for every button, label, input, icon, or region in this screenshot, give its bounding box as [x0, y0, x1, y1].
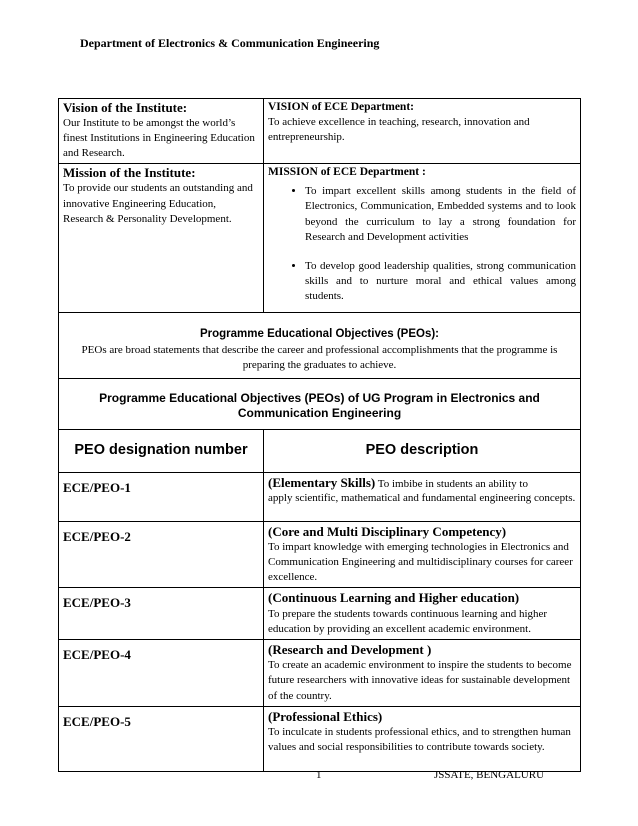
mission-ece-list [268, 184, 576, 304]
peo-row [59, 706, 581, 771]
peo-title: (Professional Ethics) [268, 708, 383, 724]
peo-title: (Continuous Learning and Higher education) [268, 590, 520, 606]
peo-text: To inculcate in students professional ethics, and to strengthen human values and social responsibilities to contribute towards society. [268, 726, 571, 754]
mission-ece-title: MISSION of ECE Department : [268, 166, 426, 179]
column-header-row [59, 429, 581, 472]
peo-row [59, 640, 581, 707]
peo-text: To impart knowledge with emerging technologies in Electronics and Communication Engineering and multidisciplinary courses for career excellence. [268, 540, 573, 584]
peo-designation-header: PEO designation number [59, 429, 264, 472]
peo-title: (Elementary Skills) [268, 474, 376, 490]
vision-ece-title: VISION of ECE Department: [268, 101, 414, 113]
page-number: 1 [316, 769, 322, 781]
mission-ece-item: • To develop good leadership qualities, strong communication skills and to nurture moral and ethical values among students. [305, 259, 576, 305]
peo-title-continuation: To imbibe in students an ability to [375, 477, 528, 490]
peo-description-cell [264, 588, 581, 640]
peo-title: (Core and Multi Disciplinary Competency) [268, 523, 507, 539]
peo-description-header: PEO description [264, 429, 581, 472]
peo-code: ECE/PEO-2 [59, 521, 264, 588]
mission-institute-title: Mission of the Institute: [63, 165, 196, 181]
peos-section-description: PEOs are broad statements that describe the career and professional accomplishments that the programme is preparing the graduates to achieve. [81, 344, 558, 372]
peos-section-title: Programme Educational Objectives (PEOs): [199, 328, 439, 341]
peo-row [59, 472, 581, 521]
vision-ece-cell [264, 99, 581, 164]
footer-institute: JSSATE, BENGALURU [434, 769, 545, 781]
peo-text: apply scientific, mathematical and fundamental engineering concepts. [268, 492, 576, 505]
vision-ece-text: To achieve excellence in teaching, research, innovation and entrepreneurship. [268, 115, 530, 143]
peo-code: ECE/PEO-4 [59, 640, 264, 707]
mission-institute-text: To provide our students an outstanding and innovative Engineering Education, Research & Personality Development. [63, 182, 253, 225]
vision-mission-peo-table [58, 98, 581, 772]
peo-description-cell [264, 640, 581, 707]
peo-description-cell [264, 521, 581, 588]
mission-ece-item: • To impart excellent skills among students in the field of Electronics, Communication, Embedded systems and to look beyond the curriculum to lay a strong foundation for Research and Development activities [305, 184, 576, 245]
vision-row [59, 99, 581, 164]
ug-peos-title: Programme Educational Objectives (PEOs) of UG Program in Electronics and Communication Engineering [59, 378, 581, 429]
peos-intro-cell [59, 313, 581, 378]
peo-description-cell [264, 706, 581, 771]
mission-row [59, 164, 581, 313]
peo-description-cell [264, 472, 581, 521]
mission-ece-cell [264, 164, 581, 313]
vision-institute-cell [59, 99, 264, 164]
ug-peos-title-row [59, 378, 581, 429]
vision-institute-title: Vision of the Institute: [63, 100, 188, 115]
mission-institute-cell [59, 164, 264, 313]
peo-code: ECE/PEO-3 [59, 588, 264, 640]
peo-text: To create an academic environment to inspire the students to become future researchers with innovative ideas for sustainable development of the country. [268, 659, 572, 702]
peo-code: ECE/PEO-5 [59, 706, 264, 771]
peo-row [59, 588, 581, 640]
peo-row [59, 521, 581, 588]
page-header: Department of Electronics & Communication Engineering [80, 36, 380, 50]
vision-institute-text: Our Institute to be amongst the world’s finest Institutions in Engineering Education and Research. [63, 116, 255, 160]
peo-text: To prepare the students towards continuous learning and higher education by providing an excellent academic environment. [268, 607, 548, 635]
peo-code: ECE/PEO-1 [59, 472, 264, 521]
peo-title: (Research and Development ) [268, 642, 432, 658]
peos-intro-row [59, 313, 581, 378]
